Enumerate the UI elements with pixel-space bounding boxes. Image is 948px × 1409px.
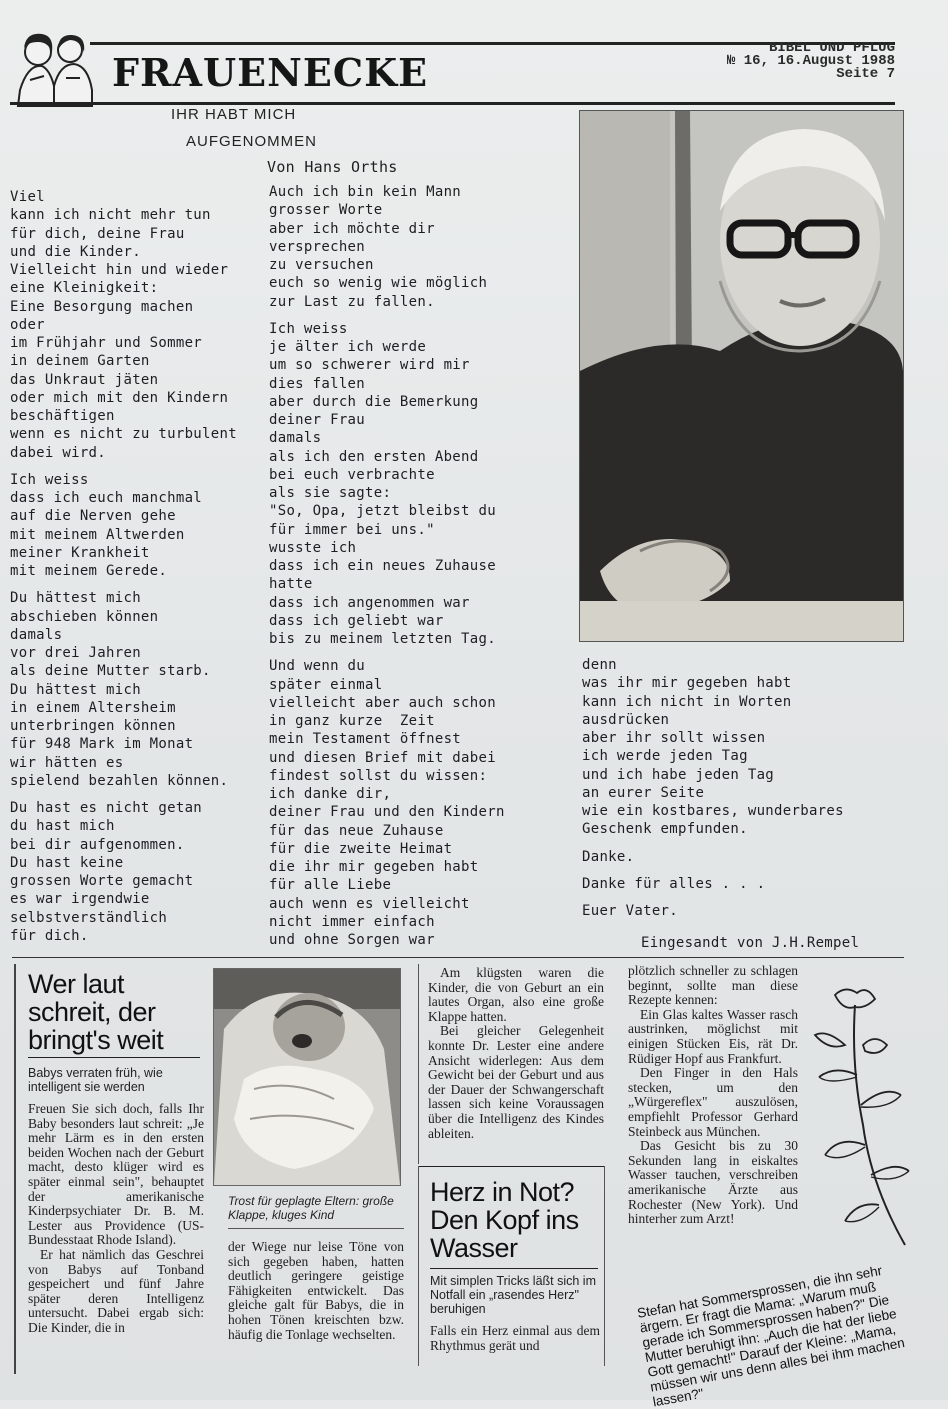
news-paragraph: Ein Glas kaltes Wasser rasch austrinken, möglichst mit einigen Stücken Eis, rät Dr. Rüdiger Hopf aus Frankfurt. — [628, 1006, 798, 1066]
heart-box-left — [418, 1166, 419, 1366]
poem-stanza: Du hast es nicht getan du hast mich bei dir aufgenommen. Du hast keine grossen Worte gemacht es war irgendwie selbstverständlich für dich. — [10, 800, 203, 944]
baby-headline: Wer laut schreit, der bringt's weit — [28, 969, 164, 1055]
poem-author: Von Hans Orths — [267, 158, 398, 176]
women-logo-icon — [14, 30, 96, 108]
crying-baby-icon — [214, 969, 400, 1185]
poem-stanza: Danke. — [582, 848, 635, 865]
baby-photo — [213, 968, 401, 1186]
poem-stanza: Auch ich bin kein Mann grosser Worte aber ich möchte dir versprechen zu versuchen euch so wenig wie möglich zur Last zu fallen. — [269, 184, 488, 310]
heart-text-col1 — [430, 1324, 600, 1353]
baby-photo-caption: Trost für geplagte Eltern: große Klappe, kluges Kind — [228, 1194, 394, 1222]
elderly-man-photo — [579, 110, 904, 642]
freckles-joke: Stefan hat Sommersprossen, die ihn sehr ärgern. Er fragt die Mama: „Warum muß gerade ich Sommersprossen haben?" Die Mutter beruhigt ihn: „Auch die hat der liebe Gott gemacht!" Darauf der Kleine: „Mama, müssen wir uns denn alles bei ihm machen lassen?" — [636, 1262, 906, 1409]
issue-info — [727, 42, 895, 81]
news-paragraph: plötzlich schneller zu schlagen beginnt, sollte man diese Rezepte kennen: — [628, 963, 798, 1008]
elderly-man-portrait-icon — [580, 111, 903, 641]
poem-stanza: Ich weiss je älter ich werde um so schwerer wird mir dies fallen aber durch die Bemerkung deiner Frau damals als ich den ersten Abend bei euch verbrachte als sie sagte: "So, Opa, jetzt bleibst du für immer bei uns." wusste ich dass ich ein neues Zuhause hatte dass ich angenommen war dass ich geliebt war bis zu meinem letzten Tag. — [269, 320, 496, 647]
flower-illustration-icon — [805, 985, 915, 1250]
heart-text-col2 — [628, 964, 798, 1227]
masthead — [10, 30, 895, 110]
caption-rule — [228, 1228, 404, 1229]
heart-article — [418, 1166, 606, 1366]
baby-text-col3 — [428, 966, 604, 1141]
news-paragraph: Freuen Sie sich doch, falls Ihr Baby besonders laut schreit: „Je mehr Lärm es in den ersten beiden Wochen nach der Geburt macht, desto klüger wird es später einmal sein", behauptet der amerikanische Kinderpsychiater Dr. B. M. Lester aus Providence (US-Bundesstaat Rhode Island). — [28, 1101, 204, 1248]
section-title: FRAUENECKE — [112, 50, 429, 95]
news-paragraph: Falls ein Herz einmal aus dem Rhythmus gerät und — [430, 1323, 600, 1353]
heart-headline: Herz in Not? Den Kopf ins Wasser — [430, 1177, 579, 1263]
masthead-bottom-rule — [10, 102, 895, 105]
news-paragraph: Er hat nämlich das Geschrei von Babys auf Tonband gespeichert und fünf Jahre später deren Intelligenz untersucht. Dabei ergab sich: Die Kinder, die in — [28, 1246, 204, 1335]
issue-date: № 16, 16.August 1988 — [726, 53, 895, 69]
article-right-border — [418, 964, 419, 1164]
news-paragraph: Bei gleicher Gelegenheit konnte Dr. Lester eine andere Ansicht widerlegen: Aus dem Gewicht bei der Geburt und aus der Dauer der Schwangerschaft lassen sich keine Voraussagen über die Intelligenz des Kindes ableiten. — [428, 1023, 604, 1141]
poem-stanza: Danke für alles . . . — [582, 875, 766, 892]
poem-stanza: Du hättest mich abschieben können damals vor drei Jahren als deine Mutter starb. Du hättest mich in einem Altersheim unterbringen können für 948 Mark im Monat wir hätten es spielend bezahlen können. — [10, 590, 229, 789]
poem-column-3 — [582, 656, 902, 929]
baby-text-col1 — [28, 1102, 204, 1336]
poem-stanza: Viel kann ich nicht mehr tun für dich, deine Frau und die Kinder. Vielleicht hin und wieder eine Kleinigkeit: Eine Besorgung machen oder im Frühjahr und Sommer in deinem Garten das Unkraut jäten oder mich mit den Kindern beschäftigen wenn es nicht zu turbulent dabei wird. — [10, 189, 237, 461]
heart-box-top — [418, 1166, 604, 1167]
baby-subhead: Babys verraten früh, wie intelligent sie werden — [28, 1066, 163, 1094]
news-paragraph: Am klügsten waren die Kinder, die von Geburt an ein lautes Organ, also eine große Klappe hatten. — [428, 965, 604, 1024]
poem-column-1 — [10, 188, 260, 954]
poem-stanza: Und wenn du später einmal vielleicht aber auch schon in ganz kurze Zeit mein Testament öffnest und diesen Brief mit dabei findest sollst du wissen: ich danke dir, deiner Frau und den Kindern für das neue Zuhause für die zweite Heimat die ihr mir gegeben habt für alle Liebe auch wenn es vielleicht nicht immer einfach und ohne Sorgen war — [269, 658, 505, 948]
news-paragraph: Das Gesicht bis zu 30 Sekunden lang in eiskaltes Wasser tauchen, verschreiben amerikanische Ärzte aus Rochester (New York). Und hinterher zum Arzt! — [628, 1138, 798, 1227]
baby-text-col2 — [228, 1240, 404, 1342]
article-left-border — [14, 964, 16, 1374]
poem-stanza: Euer Vater. — [582, 903, 679, 919]
poem-stanza: Ich weiss dass ich euch manchmal auf die Nerven gehe mit meinem Altwerden meiner Krankheit mit meinem Gerede. — [10, 471, 203, 579]
poem-title-line1: IHR HABT MICH — [171, 106, 297, 123]
poem-title-line2: AUFGENOMMEN — [186, 133, 317, 150]
page-number: Seite 7 — [836, 66, 895, 82]
submitted-by: Eingesandt von J.H.Rempel — [641, 935, 860, 951]
news-paragraph: der Wiege nur leise Töne von sich gegeben haben, hatten deutlich geringere geistige Fähigkeiten entwickelt. Das gleiche galt für Babys, die in hohen Tönen kreischten bzw. häufig die Tonlage wechselten. — [228, 1239, 404, 1342]
section-divider — [12, 957, 904, 958]
heart-subhead: Mit simplen Tricks läßt sich im Notfall ein „rasendes Herz" beruhigen — [430, 1274, 596, 1316]
publication-name: BIBEL UND PFLUG — [768, 40, 895, 56]
heart-headline-underline — [430, 1268, 598, 1269]
poem-column-2 — [269, 183, 569, 958]
news-paragraph: Den Finger in den Hals stecken, um den „Würgereflex" auszulösen, empfiehlt Professor Gerhard Steinbeck aus München. — [628, 1065, 798, 1139]
poem-stanza: denn was ihr mir gegeben habt kann ich nicht in Worten ausdrücken aber ihr sollt wissen ich werde jeden Tag und ich habe jeden Tag an eurer Seite wie ein kostbares, wunderbares Geschenk empfunden. — [582, 657, 844, 838]
headline-underline — [28, 1057, 200, 1058]
heart-box-right — [604, 1166, 605, 1366]
